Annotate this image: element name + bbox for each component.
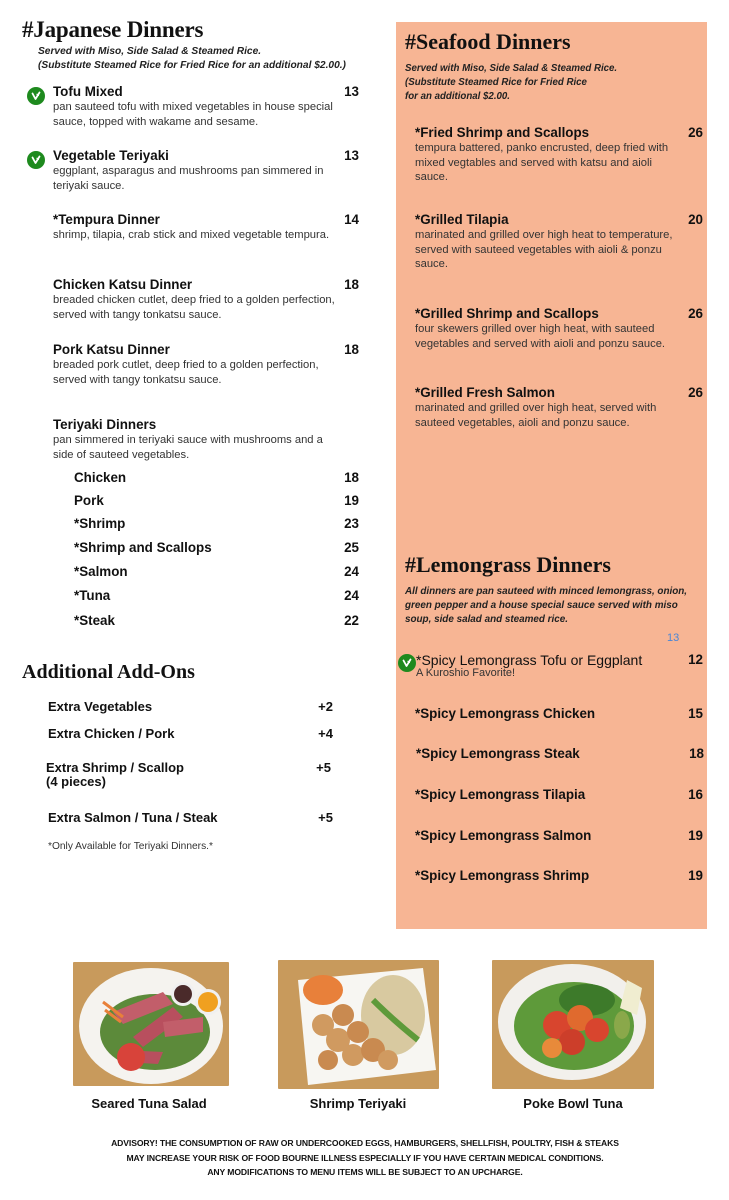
option-name: *Steak [74, 613, 115, 628]
item-name: *Fried Shrimp and Scallops [415, 125, 590, 140]
item-price: 15 [688, 706, 703, 721]
option-name: *Salmon [74, 564, 128, 579]
item-description: eggplant, asparagus and mushrooms pan simmered in teriyaki sauce. [53, 165, 324, 192]
addon-price: +5 [316, 760, 331, 775]
lemongrass-item [416, 746, 704, 761]
option-name: *Shrimp and Scallops [74, 540, 212, 555]
item-description: marinated and grilled over high heat to temperature, served with sauteed vegetables with aioli & ponzu sauce. [415, 229, 673, 270]
teriyaki-option [74, 516, 359, 531]
favorite-note: A Kuroshio Favorite! [416, 667, 516, 679]
photo-seared-tuna-salad [73, 962, 229, 1086]
item-description: breaded pork cutlet, deep fried to a golden perfection, served with tangy tonkatsu sauce. [53, 359, 319, 386]
addon-name: Extra Chicken / Pork [48, 726, 175, 741]
item-name: *Spicy Lemongrass Steak [416, 746, 580, 761]
vegetarian-icon [27, 151, 45, 169]
lemongrass-item [415, 787, 703, 802]
item-name: Tofu Mixed [53, 84, 123, 99]
lemongrass-item [415, 706, 703, 721]
teriyaki-option [74, 470, 359, 485]
item-name: *Spicy Lemongrass Tofu or Eggplant [416, 652, 643, 668]
menu-item [415, 125, 703, 185]
item-name: *Spicy Lemongrass Salmon [415, 828, 592, 843]
item-description: shrimp, tilapia, crab stick and mixed vegetable tempura. [53, 229, 330, 241]
item-price: 18 [344, 277, 359, 292]
section-title: #Lemongrass Dinners [405, 552, 611, 577]
lemongrass-item [415, 828, 703, 843]
item-description: tempura battered, panko encrusted, deep fried with mixed vegtables and served with katsu and aioli sauce. [415, 142, 669, 183]
item-name: *Spicy Lemongrass Chicken [415, 706, 596, 721]
item-price: 12 [688, 652, 703, 667]
advisory-line: ANY MODIFICATIONS TO MENU ITEMS WILL BE SUBJECT TO AN UPCHARGE. [207, 1167, 523, 1177]
section-subtitle: (Substitute Steamed Rice for Fried Rice [405, 77, 587, 88]
addon-item [48, 700, 333, 714]
item-price: 26 [688, 125, 703, 140]
section-title: #Seafood Dinners [405, 29, 571, 54]
item-price: 13 [344, 84, 359, 99]
item-price: 13 [344, 148, 359, 163]
option-price: 25 [344, 540, 359, 555]
item-name: Pork Katsu Dinner [53, 342, 170, 357]
item-price: 16 [688, 787, 703, 802]
item-name: Teriyaki Dinners [53, 417, 157, 432]
item-name: *Spicy Lemongrass Shrimp [415, 868, 590, 883]
item-description: marinated and grilled over high heat, served with sauteed vegetables, aioli and ponzu sauce. [415, 402, 657, 429]
teriyaki-option [74, 588, 359, 603]
item-price: 18 [344, 342, 359, 357]
teriyaki-option [74, 493, 359, 508]
menu-item [53, 342, 359, 387]
advisory-notice [60, 1136, 670, 1180]
item-price: 20 [688, 212, 703, 227]
section-subtitle: Served with Miso, Side Salad & Steamed Rice. [38, 46, 262, 57]
addon-price: +5 [318, 810, 333, 825]
item-description: pan sauteed tofu with mixed vegetables in house special sauce, topped with wakame and sesame. [53, 101, 333, 128]
lemongrass-item [415, 868, 703, 883]
menu-item [415, 306, 703, 351]
addon-name: Extra Salmon / Tuna / Steak [48, 810, 218, 825]
item-name: *Grilled Shrimp and Scallops [415, 306, 599, 321]
item-name: *Spicy Lemongrass Tilapia [415, 787, 586, 802]
addon-name [46, 761, 184, 789]
menu-item [415, 385, 703, 430]
menu-item [53, 148, 359, 193]
item-price: 14 [344, 212, 359, 227]
photo-caption: Shrimp Teriyaki [309, 1096, 407, 1111]
addon-price: +4 [318, 726, 333, 741]
item-name: *Grilled Fresh Salmon [415, 385, 555, 400]
item-name: *Tempura Dinner [53, 212, 160, 227]
item-price: 26 [688, 306, 703, 321]
photo-caption: Poke Bowl Tuna [523, 1096, 623, 1111]
menu-item [53, 212, 359, 243]
lemongrass-item [416, 652, 703, 668]
addon-item [48, 727, 333, 741]
photo-caption: Seared Tuna Salad [91, 1096, 207, 1111]
option-price: 22 [344, 613, 359, 628]
advisory-line: ADVISORY! THE CONSUMPTION OF RAW OR UNDERCOOKED EGGS, HAMBURGERS, SHELLFISH, POULTRY, FISH & STEAKS [111, 1138, 619, 1148]
option-price: 19 [344, 493, 359, 508]
addon-item [46, 761, 331, 789]
menu-item [53, 277, 359, 322]
item-price: 19 [688, 868, 703, 883]
item-price: 18 [689, 746, 704, 761]
addon-name-line2: (4 pieces) [46, 774, 106, 789]
item-name: Vegetable Teriyaki [53, 148, 169, 163]
option-price: 18 [344, 470, 359, 485]
addon-name-line1: Extra Shrimp / Scallop [46, 760, 184, 775]
option-name: Chicken [74, 470, 127, 485]
item-name: Chicken Katsu Dinner [53, 277, 193, 292]
item-price: 26 [688, 385, 703, 400]
seafood-lemongrass-panel [396, 22, 707, 929]
menu-item [53, 84, 359, 129]
option-price: 24 [344, 588, 359, 603]
section-subtitle: All dinners are pan sauteed with minced lemongrass, onion, green pepper and a house special sauce served with miso soup, side salad and steamed rice. [405, 586, 688, 625]
photo-poke-bowl-tuna [492, 960, 654, 1089]
addon-note: *Only Available for Teriyaki Dinners.* [48, 841, 213, 852]
menu-item [415, 212, 703, 272]
menu-item-teriyaki [53, 417, 359, 462]
teriyaki-option [74, 540, 359, 555]
item-price: 19 [688, 828, 703, 843]
teriyaki-option [74, 564, 359, 579]
addons-title: Additional Add-Ons [22, 661, 195, 683]
item-name: *Grilled Tilapia [415, 212, 509, 227]
section-subtitle: for an additional $2.00. [405, 91, 510, 102]
addon-item [48, 811, 333, 825]
item-description: breaded chicken cutlet, deep fried to a golden perfection, served with tangy tonkatsu sauce. [53, 294, 335, 321]
option-name: Pork [74, 493, 104, 508]
advisory-line: MAY INCREASE YOUR RISK OF FOOD BOURNE ILLNESS ESPECIALLY IF YOU HAVE CERTAIN MEDICAL CONDITIONS. [126, 1152, 604, 1163]
item-description: four skewers grilled over high heat, with sauteed vegetables and served with aioli and ponzu sauce. [415, 323, 666, 350]
vegetarian-icon [398, 654, 416, 672]
option-name: *Tuna [74, 588, 111, 603]
vegetarian-icon [27, 87, 45, 105]
option-price: 24 [344, 564, 359, 579]
option-name: *Shrimp [74, 516, 126, 531]
option-price: 23 [344, 516, 359, 531]
addon-name: Extra Vegetables [48, 699, 153, 714]
section-subtitle: Served with Miso, Side Salad & Steamed Rice. [405, 63, 618, 74]
teriyaki-option [74, 613, 359, 628]
addon-price: +2 [318, 699, 333, 714]
old-price: 13 [667, 632, 680, 644]
photo-shrimp-teriyaki [278, 960, 439, 1089]
section-title: #Japanese Dinners [22, 17, 204, 42]
section-subtitle: (Substitute Steamed Rice for Fried Rice for an additional $2.00.) [38, 60, 346, 71]
item-description: pan simmered in teriyaki sauce with mushrooms and a side of sauteed vegetables. [53, 434, 323, 461]
